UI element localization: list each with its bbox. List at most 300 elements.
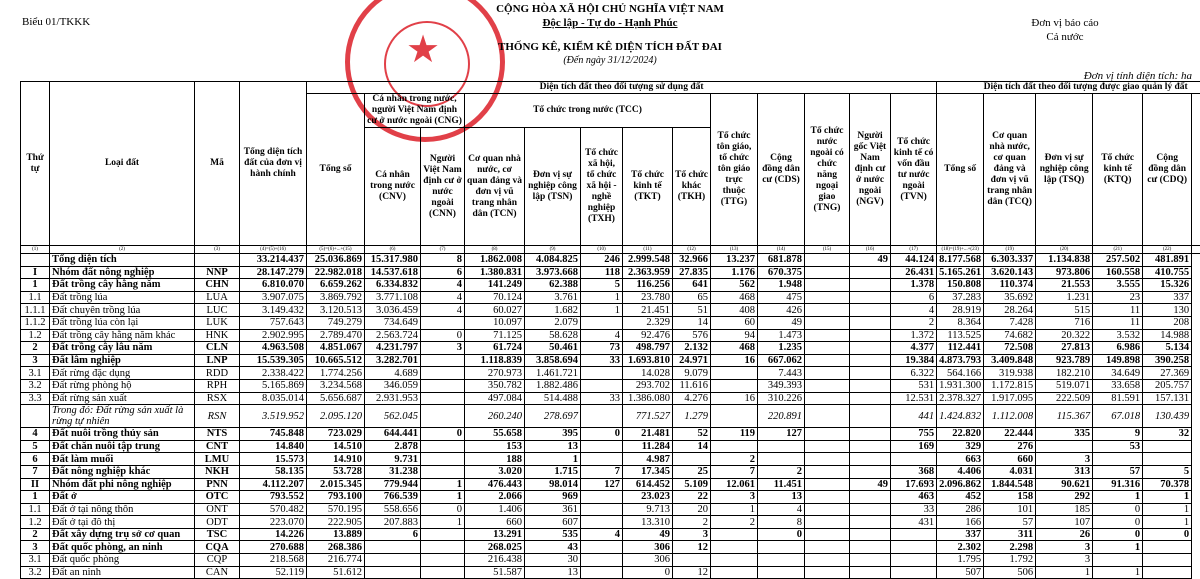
row-value: 90.621 [1036, 478, 1093, 491]
row-value: 4 [891, 304, 937, 317]
row-value: 17.345 [623, 465, 673, 478]
row-value: 216.438 [465, 554, 525, 567]
row-value [805, 554, 850, 567]
row-value: 408 [711, 304, 758, 317]
row-code: PNN [195, 478, 240, 491]
row-value: 361 [525, 503, 581, 516]
index-cell [1192, 246, 1200, 254]
row-value [421, 392, 465, 405]
row-value: 1.176 [711, 266, 758, 279]
row-value: 4.276 [673, 392, 711, 405]
row-value: 1.792 [984, 554, 1036, 567]
row-value [891, 566, 937, 579]
row-value: 734.649 [365, 316, 421, 329]
row-value: 3.771.108 [365, 291, 421, 304]
col-tong-dien-tich: Tổng diện tích đất của đơn vị hành chính [240, 82, 307, 246]
row-value [850, 491, 891, 504]
row-value: 22.820 [937, 428, 984, 441]
row-value [850, 453, 891, 466]
row-land-type: Đất ở [50, 491, 195, 504]
row-value [805, 405, 850, 428]
row-value [891, 528, 937, 541]
table-row [21, 428, 1200, 441]
row-value: 306 [623, 541, 673, 554]
row-value [421, 566, 465, 579]
row-value: 118 [581, 266, 623, 279]
row-value: 4.112.207 [240, 478, 307, 491]
row-value [581, 566, 623, 579]
row-value: 1 [1143, 503, 1192, 516]
row-value: 519.071 [1036, 379, 1093, 392]
row-value: 1.424.832 [937, 405, 984, 428]
row-land-type: Đất rừng phòng hộ [50, 379, 195, 392]
row-value: 1 [1143, 516, 1192, 529]
row-value: 2.298 [984, 541, 1036, 554]
row-value: 216.774 [307, 554, 365, 567]
row-code: RPH [195, 379, 240, 392]
row-land-type: Đất rừng đặc dụng [50, 367, 195, 380]
row-code: LUK [195, 316, 240, 329]
row-value: 670.375 [758, 266, 805, 279]
table-row [21, 266, 1200, 279]
col-ktq: Tổ chức kinh tế (KTQ) [1093, 94, 1143, 246]
column-index-row [21, 246, 1200, 254]
row-stt: 1.1 [21, 503, 50, 516]
row-value: 644.441 [365, 428, 421, 441]
row-value [581, 554, 623, 567]
table-row [21, 254, 1200, 267]
col-txh: Tổ chức xã hội, tổ chức xã hội - nghề nghiệp (TXH) [581, 128, 623, 246]
row-value [850, 405, 891, 428]
row-land-type: Đất rừng sản xuất [50, 392, 195, 405]
row-value: 497.084 [465, 392, 525, 405]
row-code: RDD [195, 367, 240, 380]
row-value: 1.461.721 [525, 367, 581, 380]
row-value: 4 [581, 528, 623, 541]
row-value: 1.134.838 [1036, 254, 1093, 267]
row-value: 74.682 [984, 329, 1036, 342]
row-value [711, 528, 758, 541]
row-value: 1 [1143, 491, 1192, 504]
col-tkh: Tổ chức khác (TKH) [673, 128, 711, 246]
row-land-type: Đất trồng lúa còn lại [50, 316, 195, 329]
row-value: 793.100 [307, 491, 365, 504]
col-tcn: Cơ quan nhà nước, cơ quan đảng và đơn vị vũ trang nhân dân (TCN) [465, 128, 525, 246]
row-value: 21.481 [623, 428, 673, 441]
row-value: 515 [1036, 304, 1093, 317]
row-value: 6 [891, 291, 937, 304]
row-value: 4.987 [623, 453, 673, 466]
row-value [850, 367, 891, 380]
table-row [21, 367, 1200, 380]
row-value: 32 [1143, 428, 1192, 441]
table-row [21, 491, 1200, 504]
row-value: 222.509 [1036, 392, 1093, 405]
row-value: 268.386 [307, 541, 365, 554]
row-value [805, 342, 850, 355]
row-value: 13 [525, 440, 581, 453]
row-value: 468 [711, 291, 758, 304]
row-value: 558.656 [365, 503, 421, 516]
row-value [758, 440, 805, 453]
row-value: 1.406 [465, 503, 525, 516]
table-row [21, 528, 1200, 541]
row-value: 441 [891, 405, 937, 428]
row-value: 14 [673, 316, 711, 329]
row-value [805, 440, 850, 453]
row-value: 0 [581, 428, 623, 441]
unit-note: Đơn vị tính diện tích: ha [1084, 70, 1192, 82]
row-value: 14.226 [240, 528, 307, 541]
row-value: 463 [891, 491, 937, 504]
row-value: 4.689 [365, 367, 421, 380]
row-value: 1 [711, 503, 758, 516]
row-value [850, 304, 891, 317]
row-value: 25 [673, 465, 711, 478]
row-value [421, 528, 465, 541]
row-value: 2.096.862 [937, 478, 984, 491]
row-value: 1.774.256 [307, 367, 365, 380]
row-value: 5.656.687 [307, 392, 365, 405]
row-value: 969 [525, 491, 581, 504]
row-value: 1.279 [673, 405, 711, 428]
row-value: 11.451 [758, 478, 805, 491]
index-cell: (6) [365, 246, 421, 254]
row-value: 1.172.815 [984, 379, 1036, 392]
row-value: 73 [581, 342, 623, 355]
table-row [21, 478, 1200, 491]
table-row [21, 291, 1200, 304]
row-value: 2.363.959 [623, 266, 673, 279]
row-code [195, 254, 240, 267]
row-value: 141.249 [465, 279, 525, 292]
row-value [805, 503, 850, 516]
row-stt: 2 [21, 342, 50, 355]
row-value: 25.036.869 [307, 254, 365, 267]
row-stt: 7 [21, 465, 50, 478]
reporter-block [1010, 16, 1120, 44]
row-value: 562 [711, 279, 758, 292]
row-value: 27.835 [673, 266, 711, 279]
row-value: 5 [1143, 465, 1192, 478]
row-value: 70.378 [1143, 478, 1192, 491]
row-value: 23 [1093, 291, 1143, 304]
row-value: 94 [711, 329, 758, 342]
row-value: 62.388 [525, 279, 581, 292]
col-tcc-group: Tổ chức trong nước (TCC) [465, 94, 711, 128]
row-value [850, 503, 891, 516]
row-value [850, 440, 891, 453]
row-value: 4.084.825 [525, 254, 581, 267]
row-value: 4 [421, 304, 465, 317]
row-value [805, 291, 850, 304]
row-value [805, 329, 850, 342]
row-value: 2 [758, 465, 805, 478]
row-value: 222.905 [307, 516, 365, 529]
row-value: 3.234.568 [307, 379, 365, 392]
row-value: 157.131 [1143, 392, 1192, 405]
row-value: 115.367 [1036, 405, 1093, 428]
row-value: 681.878 [758, 254, 805, 267]
row-value [758, 541, 805, 554]
row-value: 51.612 [307, 566, 365, 579]
row-value: 0 [421, 329, 465, 342]
row-value: 3 [1036, 554, 1093, 567]
row-value [365, 554, 421, 567]
row-value: 293.702 [623, 379, 673, 392]
row-land-type: Đất làm muối [50, 453, 195, 466]
row-value: 51.587 [465, 566, 525, 579]
row-code: CQP [195, 554, 240, 567]
row-value: 1 [1093, 541, 1143, 554]
row-value: 61.724 [465, 342, 525, 355]
row-value [805, 354, 850, 367]
row-value: 23.780 [623, 291, 673, 304]
row-value: 2.132 [673, 342, 711, 355]
row-value: 3 [1036, 453, 1093, 466]
row-land-type: Nhóm đất nông nghiệp [50, 266, 195, 279]
row-land-type: Nhóm đất phi nông nghiệp [50, 478, 195, 491]
row-land-type: Đất trồng lúa [50, 291, 195, 304]
row-value [850, 291, 891, 304]
index-cell: (1) [21, 246, 50, 254]
row-value: 335 [1036, 428, 1093, 441]
row-value: 205.757 [1143, 379, 1192, 392]
row-value: 5.165.869 [240, 379, 307, 392]
row-value [758, 566, 805, 579]
row-value: 614.452 [623, 478, 673, 491]
table-body [21, 246, 1200, 579]
row-land-type: Đất trồng cây lâu năm [50, 342, 195, 355]
row-value: 426 [758, 304, 805, 317]
table-row [21, 440, 1200, 453]
row-value: 127 [581, 478, 623, 491]
row-value: 667.062 [758, 354, 805, 367]
row-value [850, 329, 891, 342]
table-row [21, 503, 1200, 516]
row-value [850, 566, 891, 579]
row-value: 319.938 [984, 367, 1036, 380]
row-value: 53.728 [307, 465, 365, 478]
row-value [850, 379, 891, 392]
row-value: 2.999.548 [623, 254, 673, 267]
row-value: 49 [850, 254, 891, 267]
row-value: 32.966 [673, 254, 711, 267]
row-stt [21, 254, 50, 267]
row-code: OTC [195, 491, 240, 504]
col-cng-group: Cá nhân trong nước, người Việt Nam định cư ở nước ngoài (CNG) [365, 94, 465, 128]
reporter-label: Đơn vị báo cáo [1010, 16, 1120, 30]
row-value: 9.713 [623, 503, 673, 516]
row-value [850, 266, 891, 279]
row-value: 1.917.095 [984, 392, 1036, 405]
row-value: 5.134 [1143, 342, 1192, 355]
col-stt: Thứ tự [21, 82, 50, 246]
row-value: 21.451 [623, 304, 673, 317]
row-value: 3.036.459 [365, 304, 421, 317]
row-value: 607 [525, 516, 581, 529]
row-value [711, 541, 758, 554]
row-value: 19.384 [891, 354, 937, 367]
row-value: 33 [891, 503, 937, 516]
row-value: 337 [937, 528, 984, 541]
row-stt: 3.2 [21, 566, 50, 579]
row-value: 1.372 [891, 329, 937, 342]
index-cell: (10) [581, 246, 623, 254]
index-cell: (15) [805, 246, 850, 254]
document-date: (Đến ngày 31/12/2024) [460, 54, 760, 68]
row-value: 1.948 [758, 279, 805, 292]
index-cell: (8) [465, 246, 525, 254]
row-value: 6 [421, 266, 465, 279]
row-value [1143, 440, 1192, 453]
index-cell: (5)=(6)+...+(15) [307, 246, 365, 254]
row-value [850, 342, 891, 355]
row-value: 0 [1093, 528, 1143, 541]
row-value: 2.338.422 [240, 367, 307, 380]
row-code: TSC [195, 528, 240, 541]
row-value [1143, 453, 1192, 466]
row-code: LNP [195, 354, 240, 367]
row-value [805, 528, 850, 541]
col-ngv: Người gốc Việt Nam định cư ở nước ngoài (NGV) [850, 94, 891, 246]
row-value: 5.165.261 [937, 266, 984, 279]
row-value: 468 [711, 342, 758, 355]
row-value: 0 [1093, 516, 1143, 529]
row-code: NKH [195, 465, 240, 478]
row-value: 757.643 [240, 316, 307, 329]
row-value: 12.061 [711, 478, 758, 491]
row-value [421, 453, 465, 466]
row-land-type: Đất chăn nuôi tập trung [50, 440, 195, 453]
row-value: 28.264 [984, 304, 1036, 317]
row-value: 166 [937, 516, 984, 529]
row-value: 268.025 [465, 541, 525, 554]
row-value: 31.238 [365, 465, 421, 478]
row-value: 257.502 [1093, 254, 1143, 267]
row-land-type: Đất nuôi trồng thủy sản [50, 428, 195, 441]
row-value: 2.079 [525, 316, 581, 329]
row-value: 576 [673, 329, 711, 342]
row-value: 7 [581, 465, 623, 478]
table-row [21, 541, 1200, 554]
row-value: 246 [581, 254, 623, 267]
row-value: 7.443 [758, 367, 805, 380]
row-value: 4.406 [937, 465, 984, 478]
col-cds: Cộng đồng dân cư (CDS) [758, 94, 805, 246]
row-value: 3.858.694 [525, 354, 581, 367]
row-value: 1 [1093, 566, 1143, 579]
row-value: 43 [525, 541, 581, 554]
row-value [365, 566, 421, 579]
row-value: 150.808 [937, 279, 984, 292]
row-value: 0 [421, 428, 465, 441]
row-value: 2.302 [937, 541, 984, 554]
col-ma: Mã [195, 82, 240, 246]
row-value: 1.931.300 [937, 379, 984, 392]
row-value: 185 [1036, 503, 1093, 516]
col-cnv: Cá nhân trong nước (CNV) [365, 128, 421, 246]
row-value: 169 [891, 440, 937, 453]
row-value [850, 528, 891, 541]
index-cell: (13) [711, 246, 758, 254]
row-value: 33.214.437 [240, 254, 307, 267]
row-value [805, 279, 850, 292]
row-stt: 1 [21, 491, 50, 504]
row-value: 3.907.075 [240, 291, 307, 304]
row-value: 431 [891, 516, 937, 529]
row-value [805, 304, 850, 317]
row-value: 52.119 [240, 566, 307, 579]
row-value: 13.889 [307, 528, 365, 541]
table-row [21, 304, 1200, 317]
row-value [581, 440, 623, 453]
row-value: 278.697 [525, 405, 581, 428]
row-value: 33 [581, 354, 623, 367]
row-value: 13.310 [623, 516, 673, 529]
row-value [891, 541, 937, 554]
row-value: 14.537.618 [365, 266, 421, 279]
col-loai-dat: Loại đất [50, 82, 195, 246]
table-row [21, 465, 1200, 478]
row-value: 723.029 [307, 428, 365, 441]
row-code: RSN [195, 405, 240, 428]
row-code: CQA [195, 541, 240, 554]
row-value: 506 [984, 566, 1036, 579]
row-value: 15.539.305 [240, 354, 307, 367]
row-value: 12 [673, 566, 711, 579]
row-value: 33.658 [1093, 379, 1143, 392]
row-value [581, 503, 623, 516]
row-value: 17.693 [891, 478, 937, 491]
row-value [581, 516, 623, 529]
row-value: 2.902.995 [240, 329, 307, 342]
row-value: 153 [465, 440, 525, 453]
row-value: 11 [1093, 304, 1143, 317]
row-value: 57 [1093, 465, 1143, 478]
row-value: 223.070 [240, 516, 307, 529]
row-value: 119 [711, 428, 758, 441]
row-value: 16 [711, 354, 758, 367]
row-value: 4.377 [891, 342, 937, 355]
row-value [805, 516, 850, 529]
row-value: 27.813 [1036, 342, 1093, 355]
row-value: 116.256 [623, 279, 673, 292]
row-land-type: Đất xây dựng trụ sở cơ quan [50, 528, 195, 541]
row-value: 13.291 [465, 528, 525, 541]
row-value [850, 279, 891, 292]
row-value: 4.031 [984, 465, 1036, 478]
row-value: 11.284 [623, 440, 673, 453]
row-value [421, 465, 465, 478]
row-stt: 1.1.1 [21, 304, 50, 317]
row-value [673, 453, 711, 466]
row-value: 65 [673, 291, 711, 304]
row-code: HNK [195, 329, 240, 342]
row-value: 3 [1036, 541, 1093, 554]
row-value [421, 367, 465, 380]
row-value: 98.014 [525, 478, 581, 491]
row-value: 158 [984, 491, 1036, 504]
index-cell: (19) [984, 246, 1036, 254]
row-value [421, 440, 465, 453]
row-value: 113.525 [937, 329, 984, 342]
row-value: 58.135 [240, 465, 307, 478]
row-value: 49 [623, 528, 673, 541]
row-value: 0 [1093, 503, 1143, 516]
row-value: 2.789.470 [307, 329, 365, 342]
row-stt: II [21, 478, 50, 491]
